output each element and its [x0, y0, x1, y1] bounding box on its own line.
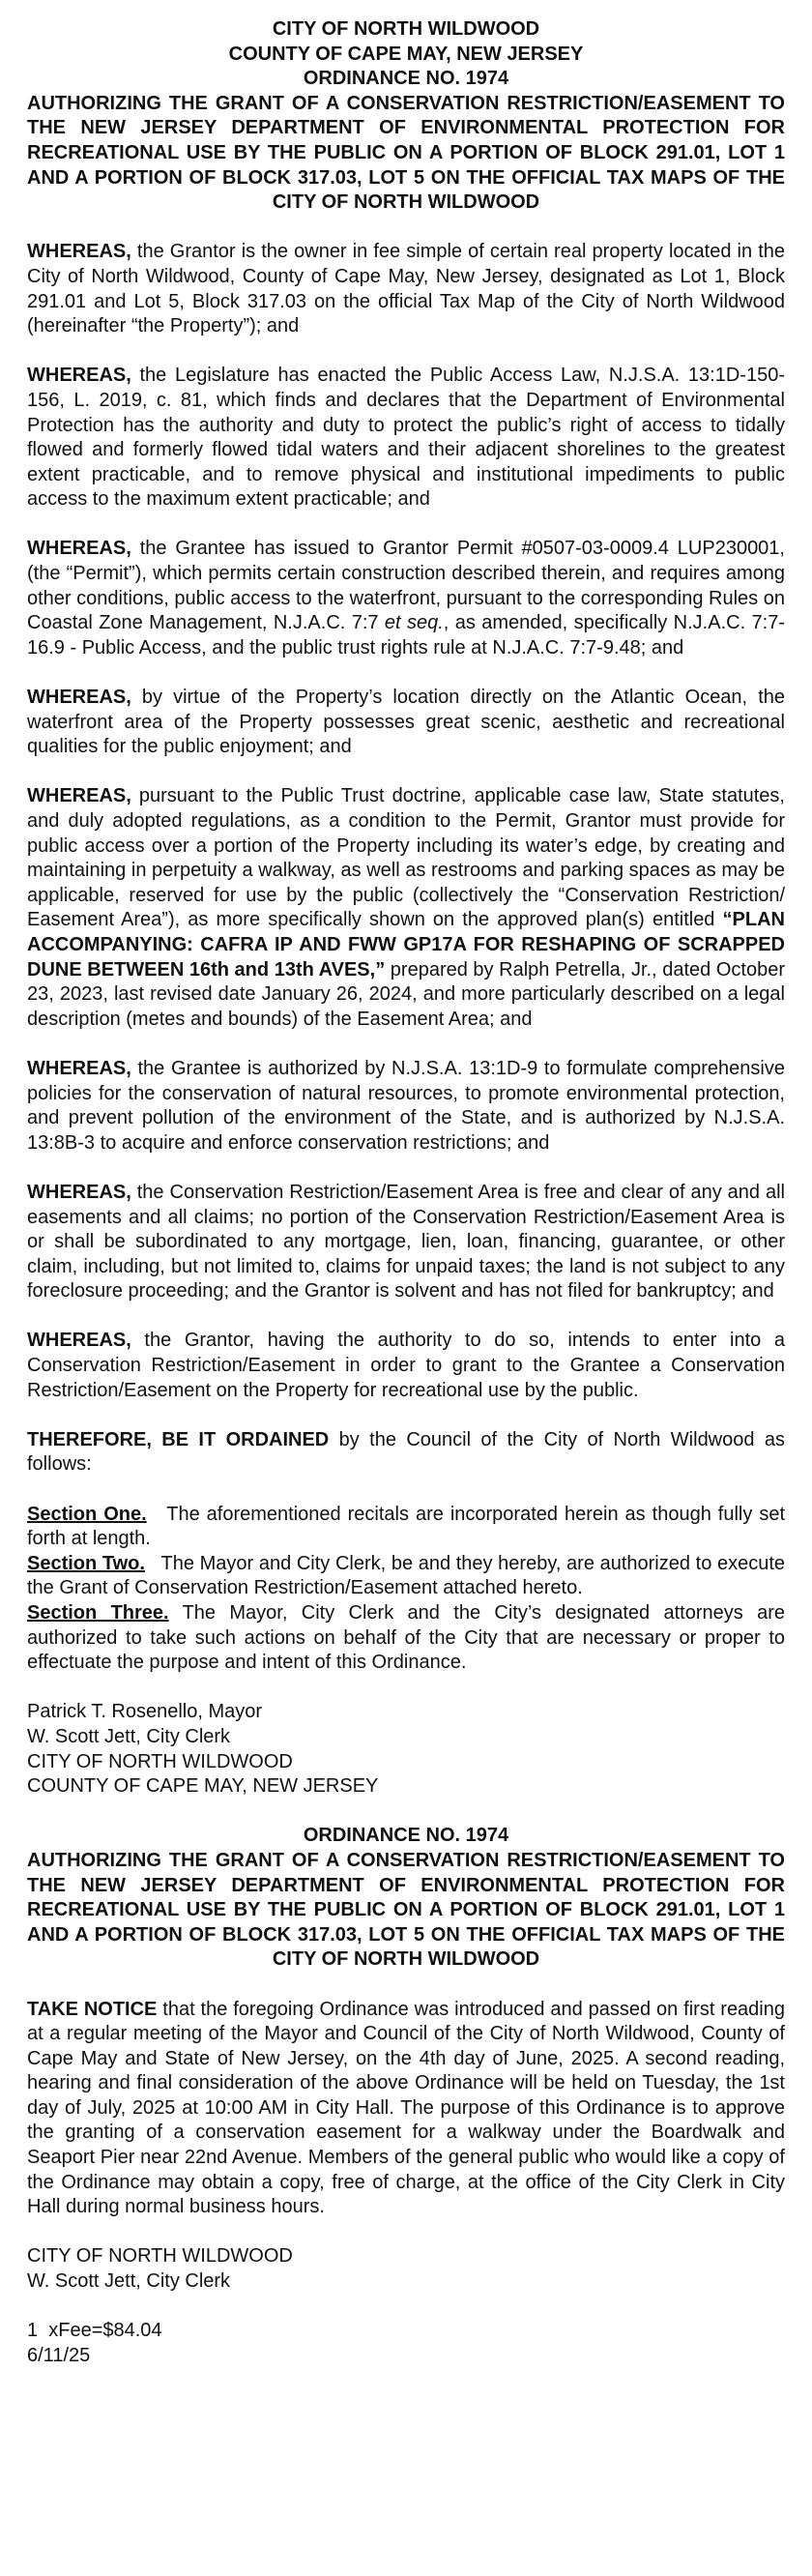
take-notice-paragraph: [27, 1998, 785, 2220]
section-label: Section One.: [27, 1503, 147, 1525]
notice-ordinance-title: AUTHORIZING THE GRANT OF A CONSERVATION RESTRICTION/EASEMENT TO THE NEW JERSEY DEPARTMENT OF ENVIRONMENTAL PROTECTION FOR RECREATIONAL USE BY THE PUBLIC ON A PORTION OF BLOCK 291.01, LOT 1 AND A PORTION OF BLOCK 317.03, LOT 5 ON THE OFFICIAL TAX MAPS OF THE CITY OF NORTH WILDWOOD: [27, 1849, 785, 1971]
whereas-text: the Grantor, having the authority to do so, intends to enter into a Conservation Restriction/Easement in order to grant to the Grantee a Conservation Restriction/Easement on the Property for recreational use by the public.: [27, 1330, 785, 1401]
whereas-label: WHEREAS,: [27, 1181, 131, 1203]
whereas-text: the Legislature has enacted the Public Access Law, N.J.S.A. 13:1D-150-156, L. 2019, c. 81, which finds and declares that the Department of Environmental Protection has the authority and duty to protect the public’s right of access to tidally flowed and formerly flowed tidal waters and their adjacent shorelines to the greatest extent practicable, and to remove physical and institutional impediments to public access to the maximum extent practicable; and: [27, 365, 785, 511]
mayor-signature: Patrick T. Rosenello, Mayor: [27, 1701, 263, 1723]
whereas-text: the Grantee has issued to Grantor Permit #0507-03-0009.4 LUP230001, (the “Permit”), which permits certain construction described therein, and requires among other conditions, public access to the waterfront, pursuant to the corresponding Rules on Coastal Zone Management, N.J.A.C. 7:7: [27, 538, 785, 634]
whereas-text: by virtue of the Property’s location directly on the Atlantic Ocean, the waterfront area of the Property possesses great scenic, aesthetic and recreational qualities for the public enjoyment; and: [27, 687, 785, 758]
section-three: [27, 1601, 785, 1676]
county-name: COUNTY OF CAPE MAY, NEW JERSEY: [228, 43, 584, 65]
whereas-text: pursuant to the Public Trust doctrine, applicable case law, State statutes, and duly adopted regulations, as a condition to the Permit, Grantor must provide for public access over a portion of the Property including its water’s edge, by creating and maintaining in perpetuity a walkway, as well as restrooms and parking spaces as may be applicable, reserved for use by the public (collectively the “Conservation Restriction/ Easement Area”), as more specifically shown on the approved plan(s) entitled: [27, 785, 785, 931]
section-text: The aforementioned recitals are incorporated herein as though fully set forth at length.: [27, 1503, 791, 1550]
ordinance-title: AUTHORIZING THE GRANT OF A CONSERVATION RESTRICTION/EASEMENT TO THE NEW JERSEY DEPARTMENT OF ENVIRONMENTAL PROTECTION FOR RECREATIONAL USE BY THE PUBLIC ON A PORTION OF BLOCK 291.01, LOT 1 AND A PORTION OF BLOCK 317.03, LOT 5 ON THE OFFICIAL TAX MAPS OF THE CITY OF NORTH WILDWOOD: [27, 92, 785, 214]
signature-county: COUNTY OF CAPE MAY, NEW JERSEY: [27, 1775, 379, 1798]
ordained-text: by the Council of the City of North Wildwood as follows:: [27, 1428, 786, 1476]
take-notice-label: TAKE NOTICE: [27, 1998, 158, 2020]
whereas-paragraph-3: [27, 537, 785, 660]
footer: [27, 2319, 785, 2368]
whereas-paragraph-1: [27, 240, 785, 338]
ordained-label: THEREFORE, BE IT ORDAINED: [27, 1428, 330, 1450]
ordinance-number: ORDINANCE NO. 1974: [303, 68, 509, 90]
take-notice-text: that the foregoing Ordinance was introduced and passed on first reading at a regular meeting of the Mayor and Council of the City of North Wildwood, County of Cape May and State of New Jersey, on the 4th day of June, 2025. A second reading, hearing and final consideration of the above Ordinance will be held on Tuesday, the 1st day of July, 2025 at 10:00 AM in City Hall. The purpose of this Ordinance is to approve the granting of a conservation easement for a walkway under the Boardwalk and Seaport Pier near 22nd Avenue. Members of the general public who would like a copy of the Ordinance may obtain a copy, free of charge, at the office of the City Clerk in City Hall during normal business hours.: [27, 1998, 785, 2218]
section-one: [27, 1503, 791, 1552]
signature-city: CITY OF NORTH WILDWOOD: [27, 1750, 293, 1772]
clerk-signature: W. Scott Jett, City Clerk: [27, 1725, 231, 1747]
document-header: [27, 17, 785, 92]
notice-ordinance-number: ORDINANCE NO. 1974: [303, 1825, 509, 1847]
publication-date: 6/11/25: [27, 2344, 91, 2366]
section-two: [27, 1552, 791, 1601]
notice-clerk-signature: W. Scott Jett, City Clerk: [27, 2270, 231, 2293]
whereas-label: WHEREAS,: [27, 785, 131, 807]
signature-block: [27, 1700, 785, 1799]
whereas-label: WHEREAS,: [27, 687, 131, 709]
whereas-text-continued: prepared by Ralph Petrella, Jr., dated October 23, 2023, last revised date January 26, 2024, and more particularly described on a legal description (metes and bounds) of the Easement Area; and: [27, 958, 785, 1030]
notice-signature-city: CITY OF NORTH WILDWOOD: [27, 2245, 293, 2268]
section-label: Section Three.: [27, 1602, 169, 1624]
whereas-label: WHEREAS,: [27, 538, 131, 560]
whereas-paragraph-7: [27, 1181, 785, 1304]
fee-line: 1 xFee=$84.04: [27, 2320, 162, 2342]
notice-signature-block: [27, 2244, 785, 2294]
ordained-paragraph: [27, 1428, 785, 1478]
whereas-label: WHEREAS,: [27, 241, 131, 263]
whereas-paragraph-8: [27, 1329, 785, 1403]
whereas-paragraph-5: [27, 784, 785, 1032]
whereas-paragraph-4: [27, 686, 785, 760]
whereas-text-continued: , as amended, specifically N.J.A.C. 7:7-16.9 - Public Access, and the public trust rights rule at N.J.A.C. 7:7-9.48; and: [27, 612, 785, 659]
whereas-paragraph-2: [27, 364, 785, 512]
city-name: CITY OF NORTH WILDWOOD: [272, 18, 540, 40]
whereas-paragraph-6: [27, 1057, 785, 1156]
plan-title: “PLAN ACCOMPANYING: CAFRA IP AND FWW GP17A FOR RESHAPING OF SCRAPPED DUNE BETWEEN 16th and 13th AVES,”: [27, 909, 785, 981]
section-label: Section Two.: [27, 1552, 145, 1574]
section-text: The Mayor and City Clerk, be and they hereby, are authorized to execute the Grant of Conservation Restriction/Easement attached hereto.: [27, 1552, 791, 1599]
notice-header: [27, 1824, 785, 1849]
whereas-label: WHEREAS,: [27, 1057, 131, 1079]
whereas-label: WHEREAS,: [27, 365, 131, 387]
whereas-text: the Grantee is authorized by N.J.S.A. 13:1D-9 to formulate comprehensive policies for the conservation of natural resources, to promote environmental protection, and prevent pollution of the environment of the State, and is authorized by N.J.S.A. 13:8B-3 to acquire and enforce conservation restrictions; and: [27, 1057, 785, 1154]
section-text: The Mayor, City Clerk and the City’s designated attorneys are authorized to take such actions on behalf of the City that are necessary or proper to effectuate the purpose and intent of this Ordinance.: [27, 1602, 786, 1674]
whereas-text: the Grantor is the owner in fee simple of certain real property located in the City of North Wildwood, County of Cape May, New Jersey, designated as Lot 1, Block 291.01 and Lot 5, Block 317.03 on the official Tax Map of the City of North Wildwood (hereinafter “the Property”); and: [27, 241, 785, 337]
whereas-italic-text: et seq.: [384, 612, 444, 634]
whereas-text: the Conservation Restriction/Easement Area is free and clear of any and all easements and all claims; no portion of the Conservation Restriction/Easement Area is or shall be subordinated to any mortgage, lien, loan, financing, guarantee, or other claim, including, but not limited to, claims for unpaid taxes; the land is not subject to any foreclosure proceeding; and the Grantor is solvent and has not filed for bankruptcy; and: [27, 1181, 785, 1303]
whereas-label: WHEREAS,: [27, 1330, 131, 1352]
